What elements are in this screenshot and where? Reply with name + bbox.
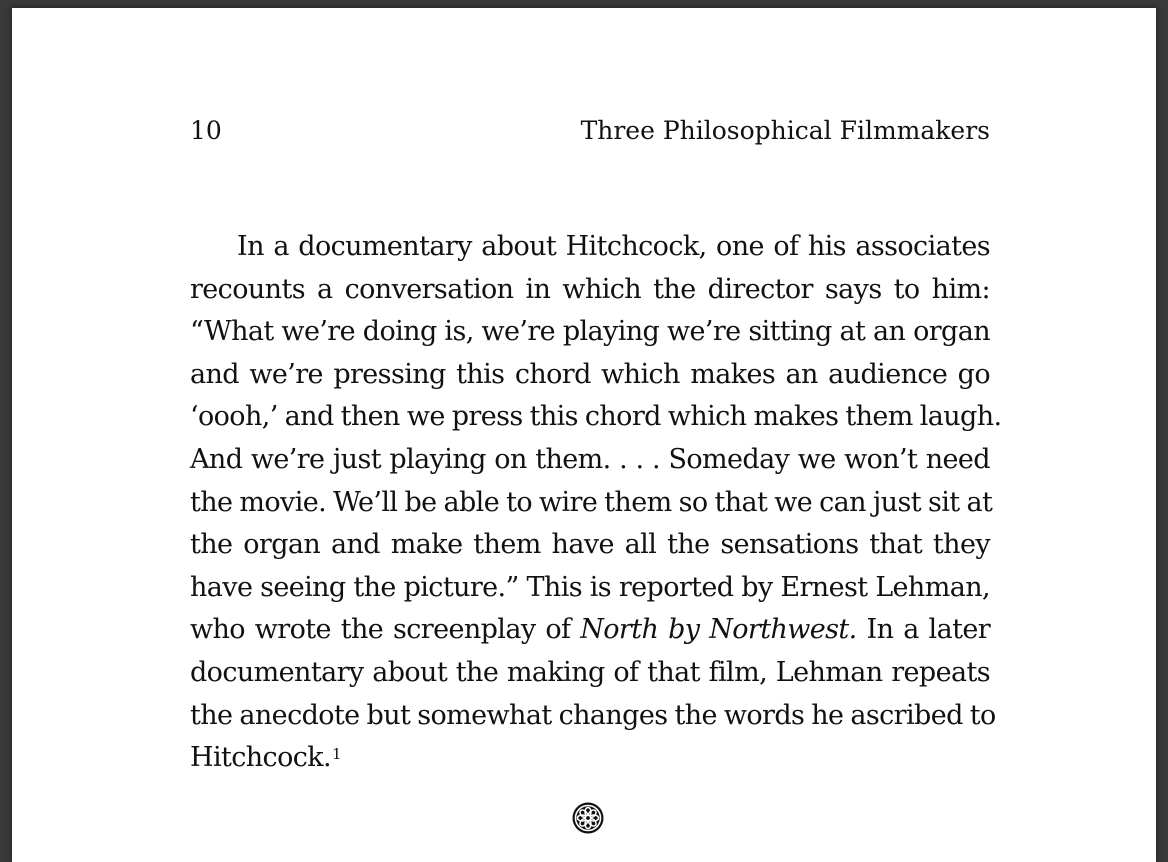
text-line-film-title: [190, 609, 990, 652]
running-header: [190, 116, 990, 150]
text-line: “What we’re doing is, we’re playing we’re sitting at an organ: [190, 316, 990, 348]
running-title: Three Philosophical Filmmakers: [580, 116, 990, 145]
text-line: recounts a conversation in which the director says to him:: [190, 273, 990, 305]
text-line: the movie. We’ll be able to wire them so that we can just sit at: [190, 486, 993, 518]
footnote-reference[interactable]: 1: [331, 745, 341, 764]
text-line: and we’re pressing this chord which makes an audience go: [190, 358, 990, 390]
paragraph: [190, 226, 1002, 780]
text-line: the anecdote but somewhat changes the words he ascribed to: [190, 699, 996, 731]
text-line-last: [190, 737, 990, 780]
text-line: documentary about the making of that film, Lehman repeats: [190, 656, 990, 688]
text-line: the organ and make them have all the sensations that they: [190, 529, 990, 561]
text-line: ‘oooh,’ and then we press this chord which makes them laugh.: [190, 401, 1002, 433]
text-line: And we’re just playing on them. . . . Someday we won’t need: [190, 443, 990, 475]
text-segment: In a later: [856, 614, 991, 646]
ornament-wheel-icon[interactable]: [572, 802, 604, 834]
text-line: In a documentary about Hitchcock, one of his associates: [237, 231, 990, 262]
text-segment: Hitchcock.: [190, 742, 331, 774]
text-line: have seeing the picture.” This is reported by Ernest Lehman,: [190, 571, 990, 603]
text-segment: who wrote the screenplay of: [190, 614, 581, 646]
film-title: North by Northwest.: [580, 614, 857, 646]
book-page: [12, 8, 1156, 862]
page-number: 10: [190, 116, 222, 145]
